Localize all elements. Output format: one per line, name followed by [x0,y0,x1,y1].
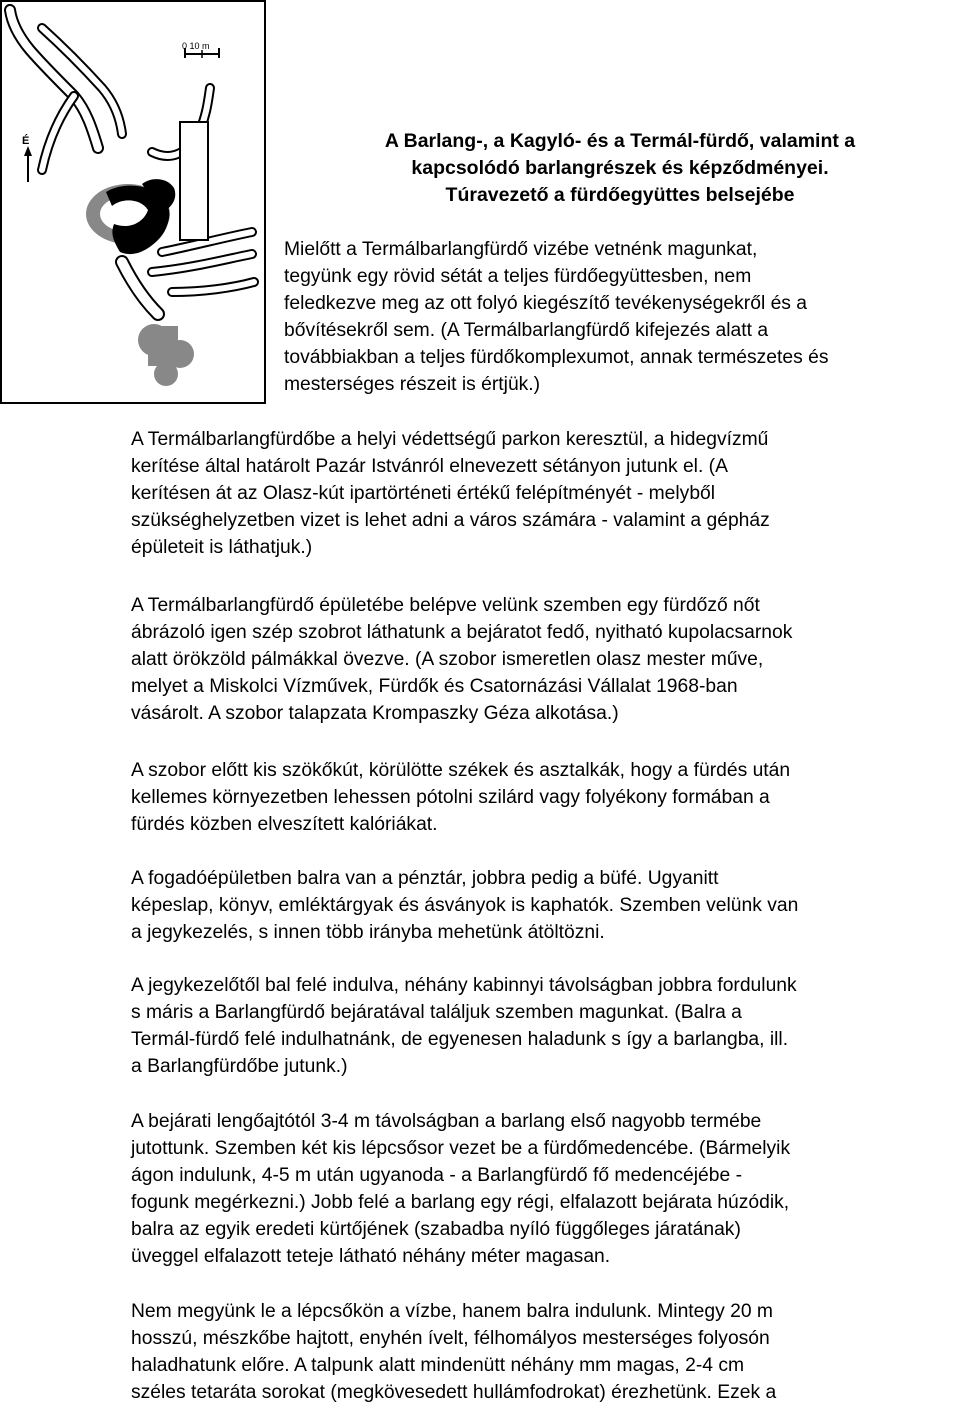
title-line: Túravezető a fürdőegyüttes belsejébe [445,184,795,206]
text-line: hosszú, mészkőbe hajtott, enyhén ívelt, félhomályos mesterséges folyosón [131,1328,770,1350]
text-line: A szobor előtt kis szökőkút, körülötte székek és asztalkák, hogy a fürdés után [131,760,791,781]
document-title [280,128,960,209]
text-line: széles tetarátа sorokat (megkövesedett hullámfodrokat) érezhetünk. Ezek a [131,1382,777,1404]
paragraph-ticket-control [131,972,797,1080]
text-line: vásárolt. A szobor talapzata Krompaszky Géza alkotása.) [131,703,619,725]
text-line: Nem megyünk le a lépcsőkön a vízbe, hanem balra indulunk. Mintegy 20 m [131,1301,773,1322]
text-line: képeslap, könyv, emléktárgyak és ásványok is kaphatók. Szemben velünk van [131,895,799,917]
text-line: a jegykezelés, s innen több irányba mehetünk átöltözni. [131,922,605,944]
text-line: fürdés közben elveszített kalóriákat. [131,814,438,836]
scale-bar [182,41,219,58]
text-line: alatt örökzöld pálmákkal övezve. (A szobor ismeretlen olasz mester műve, [131,649,764,671]
paragraph-statue [131,592,792,727]
cave-map-drawing [2,2,264,402]
text-line: szükséghelyzetben vizet is lehet adni a város számára - valamint a gépház [131,510,770,532]
text-line: Mielőtt a Termálbarlangfürdő vizébe vetnénk magunkat, [284,239,758,260]
text-line: mesterséges részeit is értjük.) [284,374,541,396]
title-line: kapcsolódó barlangrészek és képződményei. [411,157,829,179]
text-line: s máris a Barlangfürdő bejáratával találjuk szemben magunkat. (Balra a [131,1002,742,1024]
text-line: balra az egyik eredeti kürtőjének (szabadba nyíló függőleges járatának) [131,1219,741,1241]
text-line: ábrázoló igen szép szobrot láthatunk a bejáratot fedő, nyitható kupolacsarnok [131,622,793,644]
text-line: A fogadóépületben balra van a pénztár, jobbra pedig a büfé. Ugyanitt [131,868,719,889]
lower-bath [138,324,194,386]
bath-basin [86,179,175,254]
text-line: kerítésen át az Olasz-kút ipartörténeti értékű felépítményét - melyből [131,483,716,505]
text-line: épületeit is láthatjuk.) [131,537,313,559]
text-line: kerítése által határolt Pazár Istvánról elnevezett sétányon jutunk el. (A [131,456,728,478]
text-line: A bejárati lengőajtótól 3-4 m távolságban a barlang első nagyobb termébe [131,1111,762,1132]
north-label: É [22,135,30,147]
cave-passages [10,10,254,314]
building-outline [180,122,208,240]
text-line: fogunk megérkezni.) Jobb felé a barlang egy régi, elfalazott bejárata húzódik, [131,1192,790,1214]
title-line: A Barlang-, a Kagyló- és a Termál-fürdő, valamint a [384,130,856,152]
text-line: jutottunk. Szemben két kis lépcsősor vezet be a fürdőmedencébe. (Bármelyik [131,1138,791,1160]
text-line: a Barlangfürdőbe jutunk.) [131,1056,348,1078]
text-line: továbbiakban a teljes fürdőkomplexumot, annak természetes és [284,347,829,369]
north-arrow [22,134,32,182]
text-line: bővítésekről sem. (A Termálbarlangfürdő kifejezés alatt a [284,320,769,342]
text-line: feledkezve meg az ott folyó kiegészítő tevékenységekről és a [284,293,808,315]
cave-map-figure [0,0,266,404]
text-line: ágon indulunk, 4-5 m után ugyanoda - a Barlangfürdő fő medencéjébe - [131,1165,742,1187]
paragraph-entrance-walk [131,426,770,561]
text-line: melyet a Miskolci Vízművek, Fürdők és Csatornázási Vállalat 1968-ban [131,676,738,698]
paragraph-corridor [131,1298,776,1406]
scale-label: 0 10 m [182,41,210,51]
paragraph-fountain [131,757,790,838]
text-line: kellemes környezetben lehessen pótolni szilárd vagy folyékony formában a [131,787,770,809]
text-line: Termál-fürdő felé indulhatnánk, de egyenesen haladunk s így a barlangba, ill. [131,1029,789,1051]
text-line: haladhatunk előre. A talpunk alatt mindenütt néhány mm magas, 2-4 cm [131,1355,745,1377]
paragraph-reception [131,865,798,946]
text-line: üveggel elfalazott teteje látható néhány méter magasan. [131,1246,611,1268]
paragraph-intro [284,236,828,399]
paragraph-first-hall [131,1108,790,1271]
text-line: A Termálbarlangfürdő épületébe belépve velünk szemben egy fürdőző nőt [131,595,760,616]
text-line: A Termálbarlangfürdőbe a helyi védettségű parkon keresztül, a hidegvízmű [131,429,769,450]
text-line: A jegykezelőtől bal felé indulva, néhány kabinnyi távolságban jobbra fordulunk [131,975,797,996]
text-line: tegyünk egy rövid sétát a teljes fürdőegyüttesben, nem [284,266,752,288]
